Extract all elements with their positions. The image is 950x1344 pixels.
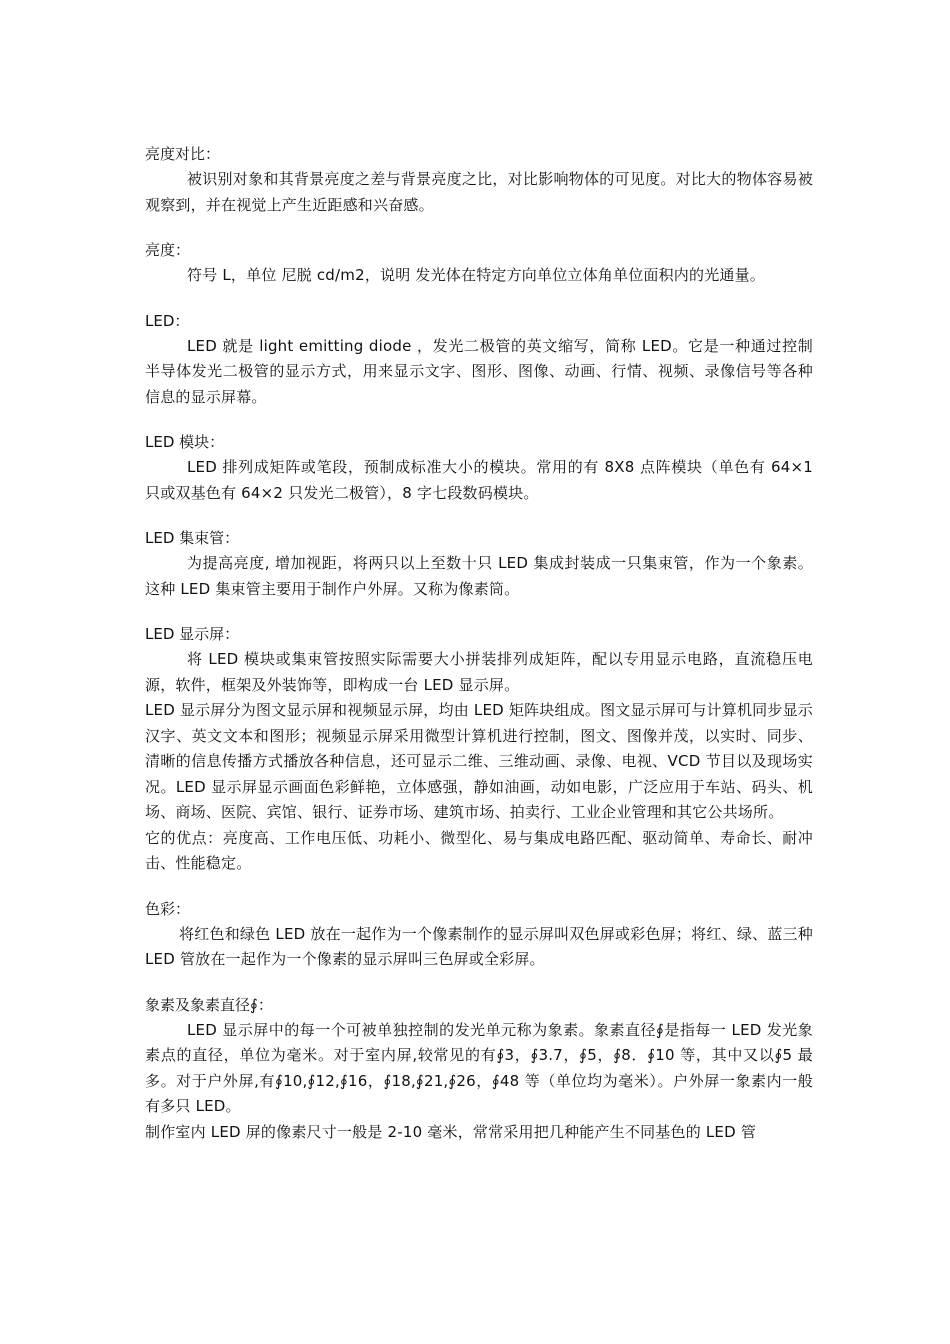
paragraph: 为提高亮度, 增加视距，将两只以上至数十只 LED 集成封装成一只集束管，作为一个象素。这种 LED 集束管主要用于制作户外屏。又称为像素筒。 [145,554,813,598]
paragraph: 它的优点：亮度高、工作电压低、功耗小、微型化、易与集成电路匹配、驱动简单、寿命长、耐冲击、性能稳定。 [145,828,813,872]
paragraph: LED 显示屏中的每一个可被单独控制的发光单元称为象素。象素直径∮是指每一 LED 发光象素点的直径，单位为毫米。对于室内屏,较常见的有∮3，∮3.7，∮5，∮8．∮10 等，其中又以∮5 最多。对于户外屏,有∮10,∮12,∮16，∮18,∮21,∮26，∮48 等（单位均为毫米）。户外屏一象素内一般有多只 LED。 [145,1020,813,1115]
paragraph: 制作室内 LED 屏的像素尺寸一般是 2-10 毫米，常常采用把几种能产生不同基色的 LED 管 [145,1122,757,1141]
section-heading: 象素及象素直径∮： [145,995,273,1014]
section-heading: LED 集束管： [145,529,240,547]
section-heading: LED 模块： [145,433,225,451]
section-brightness [145,238,813,289]
section-heading: 亮度对比： [145,145,221,163]
paragraph: LED 就是 light emitting diode ，发光二极管的英文缩写，简称 LED。它是一种通过控制半导体发光二极管的显示方式，用来显示文字、图形、图像、动画、行情、视频、录像信号等各种信息的显示屏幕。 [145,336,813,406]
section-brightness-contrast [145,142,813,218]
section-heading: 色彩： [145,899,191,918]
section-led-module [145,430,813,506]
section-color [145,897,813,973]
paragraph: LED 排列成矩阵或笔段，预制成标准大小的模块。常用的有 8X8 点阵模块（单色有 64×1 只或双基色有 64×2 只发光二极管），8 字七段数码模块。 [145,458,813,502]
section-heading: LED： [145,311,190,330]
paragraph: 符号 L，单位 尼脱 cd/m2，说明 发光体在特定方向单位立体角单位面积内的光通量。 [187,266,766,284]
document-page [145,142,813,1165]
paragraph: LED 显示屏分为图文显示屏和视频显示屏，均由 LED 矩阵块组成。图文显示屏可与计算机同步显示汉字、英文文本和图形；视频显示屏采用微型计算机进行控制，图文、图像并茂，以实时、同步、清晰的信息传播方式播放各种信息，还可显示二维、三维动画、录像、电视、VCD 节目以及现场实况。LED 显示屏显示画面色彩鲜艳，立体感强，静如油画，动如电影，广泛应用于车站、码头、机场、商场、医院、宾馆、银行、证券市场、建筑市场、拍卖行、工业企业管理和其它公共场所。 [145,701,813,821]
paragraph: 将红色和绿色 LED 放在一起作为一个像素制作的显示屏叫双色屏或彩色屏；将红、绿、蓝三种 LED 管放在一起作为一个像素的显示屏叫三色屏或全彩屏。 [145,924,813,968]
paragraph: 被识别对象和其背景亮度之差与背景亮度之比，对比影响物体的可见度。对比大的物体容易被观察到，并在视觉上产生近距感和兴奋感。 [145,170,813,214]
section-led-cluster-tube [145,526,813,602]
section-heading: 亮度： [145,241,191,259]
section-led-display [145,622,813,877]
section-pixel-diameter [145,993,813,1146]
paragraph: 将 LED 模块或集束管按照实际需要大小拼装排列成矩阵，配以专用显示电路，直流稳压电源，软件，框架及外装饰等，即构成一台 LED 显示屏。 [145,650,813,694]
section-led [145,309,813,411]
section-heading: LED 显示屏： [145,625,240,643]
